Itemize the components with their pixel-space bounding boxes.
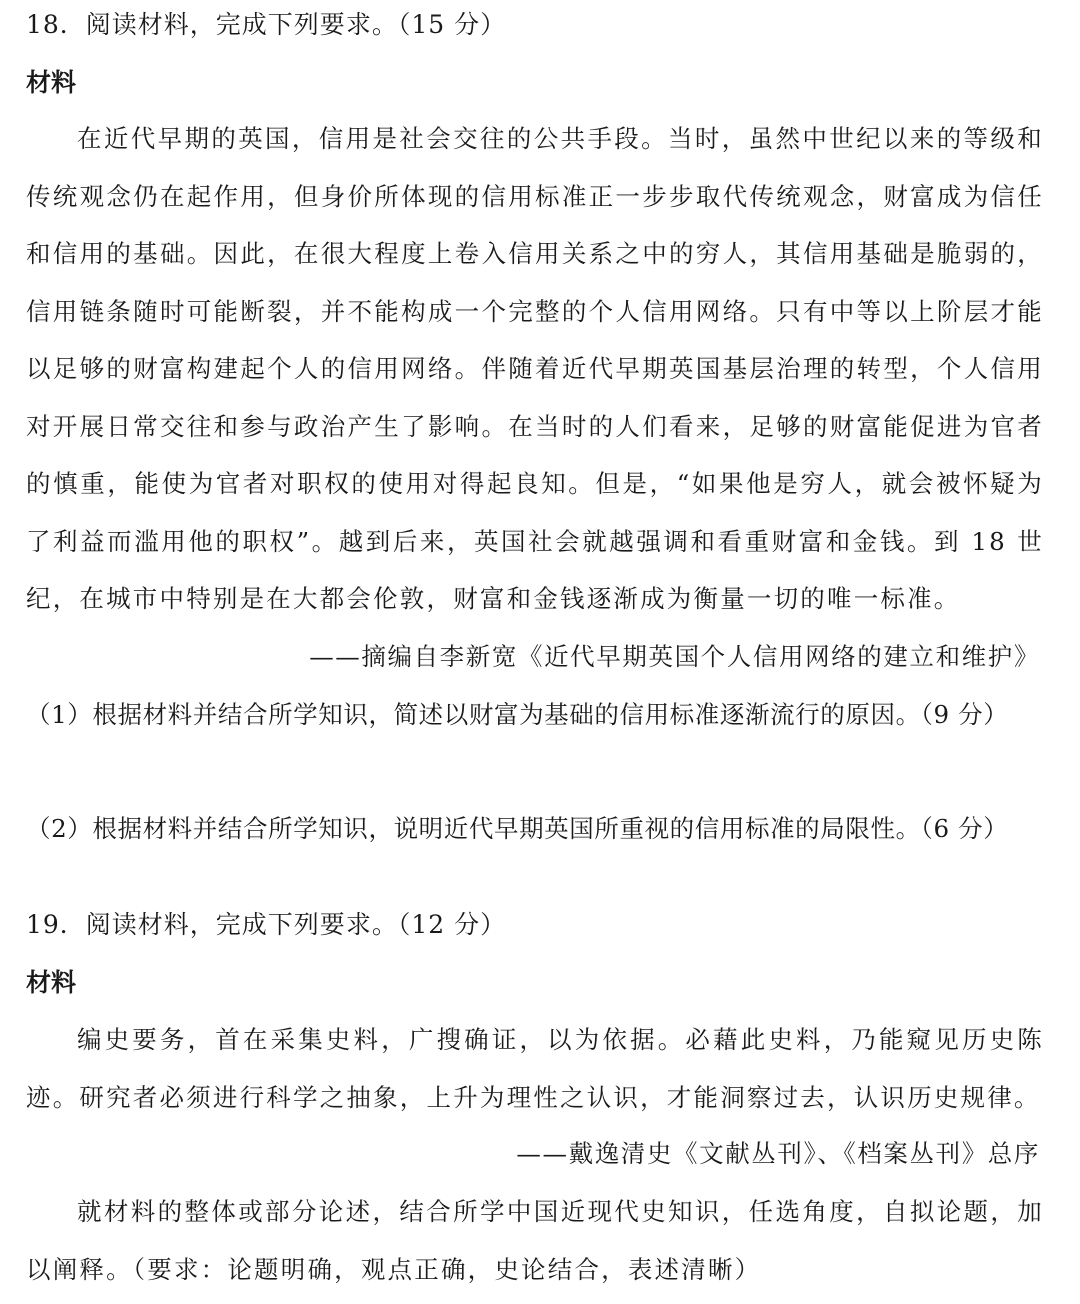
question-19-material-label: 材料 xyxy=(26,968,77,997)
question-19-task-instruction: 就材料的整体或部分论述，结合所学中国近现代史知识，任选角度，自拟论题，加以阐释。（要求：论题明确，观点正确，史论结合，表述清晰） xyxy=(26,1197,1044,1284)
question-18-subquestion-1: （1）根据材料并结合所学知识，简述以财富为基础的信用标准逐渐流行的原因。（9 分） xyxy=(26,700,1009,729)
question-18-subquestion-2: （2）根据材料并结合所学知识，说明近代早期英国所重视的信用标准的局限性。（6 分） xyxy=(26,814,1009,843)
question-18-source-citation: ——摘编自李新宽《近代早期英国个人信用网络的建立和维护》 xyxy=(309,642,1040,671)
question-19-source-citation: ——戴逸清史《文献丛刊》、《档案丛刊》总序 xyxy=(516,1139,1040,1168)
question-19-material-text: 编史要务，首在采集史料，广搜确证，以为依据。必藉此史料，乃能窥见历史陈迹。研究者必须进行科学之抽象，上升为理性之认识，才能洞察过去，认识历史规律。 xyxy=(26,1025,1044,1112)
question-19-heading: 19．阅读材料，完成下列要求。（12 分） xyxy=(26,910,507,939)
question-18-material-text: 在近代早期的英国，信用是社会交往的公共手段。当时，虽然中世纪以来的等级和传统观念仍在起作用，但身价所体现的信用标准正一步步取代传统观念，财富成为信任和信用的基础。因此，在很大程度上卷入信用关系之中的穷人，其信用基础是脆弱的，信用链条随时可能断裂，并不能构成一个完整的个人信用网络。只有中等以上阶层才能以足够的财富构建起个人的信用网络。伴随着近代早期英国基层治理的转型，个人信用对开展日常交往和参与政治产生了影响。在当时的人们看来，足够的财富能促进为官者的慎重，能使为官者对职权的使用对得起良知。但是，“如果他是穷人，就会被怀疑为了利益而滥用他的职权”。越到后来，英国社会就越强调和看重财富和金钱。到 18 世纪，在城市中特别是在大都会伦敦，财富和金钱逐渐成为衡量一切的唯一标准。 xyxy=(26,124,1044,613)
question-18-material-label: 材料 xyxy=(26,68,77,97)
question-18-heading: 18．阅读材料，完成下列要求。（15 分） xyxy=(26,10,507,39)
